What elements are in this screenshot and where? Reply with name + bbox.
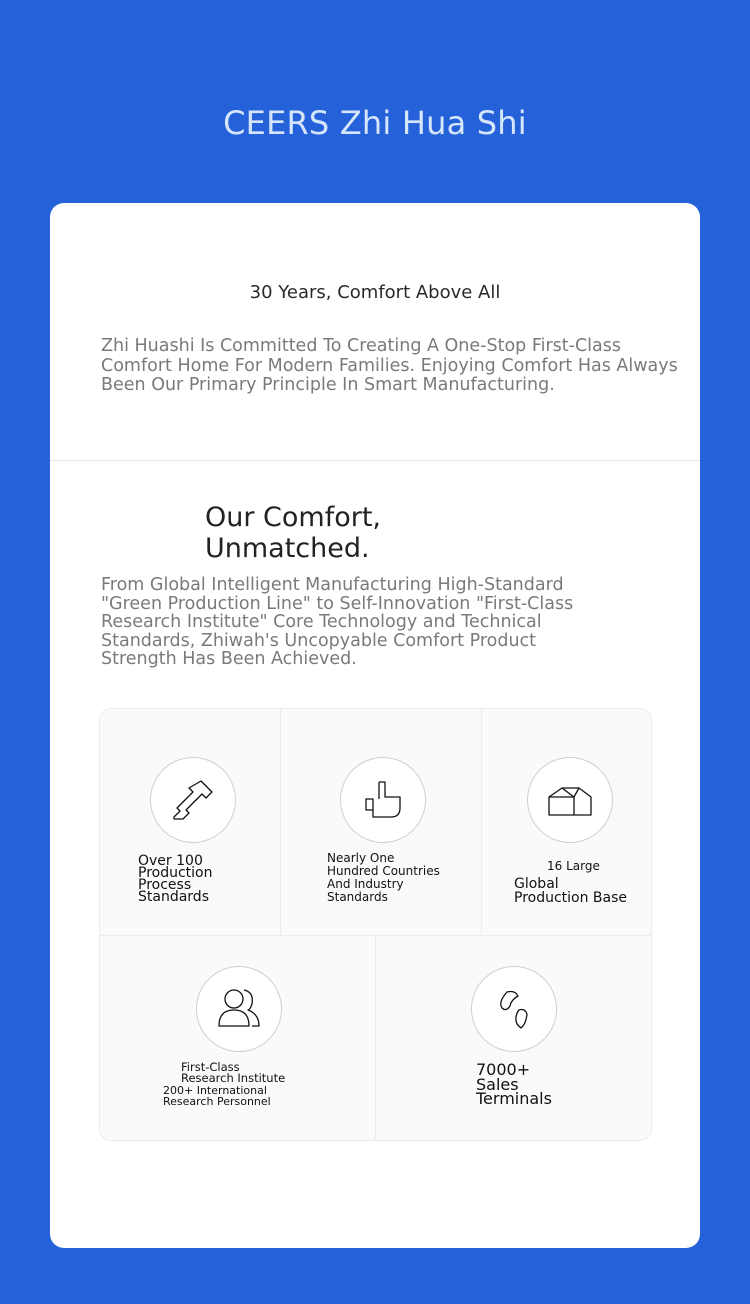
section-divider bbox=[50, 460, 700, 461]
feature-label-research-personnel: 200+ International Research Personnel bbox=[163, 1084, 271, 1108]
feature-label-countries: Nearly One Hundred Countries And Industry Standards bbox=[327, 851, 440, 904]
feature-label-production-base-count: 16 Large bbox=[547, 859, 600, 873]
feature-cell-countries bbox=[281, 709, 482, 936]
people-icon bbox=[196, 966, 282, 1052]
globe-icon bbox=[471, 966, 557, 1052]
features-grid bbox=[99, 708, 652, 1141]
wrench-icon bbox=[150, 757, 236, 843]
feature-label-standards: Over 100 Production Process Standards bbox=[138, 853, 213, 905]
section-heading-line-1: Our Comfort, bbox=[205, 502, 382, 533]
feature-cell-research bbox=[100, 936, 376, 1140]
feature-cell-production-base bbox=[482, 709, 651, 936]
feature-cell-standards bbox=[100, 709, 281, 936]
feature-label-terminals: 7000+ Sales Terminals bbox=[476, 1060, 552, 1108]
feature-label-production-base: Global Production Base bbox=[514, 876, 628, 906]
section-text: From Global Intelligent Manufacturing High-Standard "Green Production Line" to Self-Innovation "First-Class Research Institute" Core Technology and Technical Standards, Zhiwah's Uncopyable Comfort Product Strength Has Been Achieved. bbox=[101, 575, 574, 669]
feature-cell-terminals bbox=[376, 936, 651, 1140]
factory-icon bbox=[527, 757, 613, 843]
brand-title: CEERS Zhi Hua Shi bbox=[223, 104, 527, 142]
intro-heading: 30 Years, Comfort Above All bbox=[249, 282, 501, 303]
section-heading-line-2: Unmatched. bbox=[205, 533, 370, 564]
intro-text: Zhi Huashi Is Committed To Creating A One-Stop First-Class Comfort Home For Modern Families. Enjoying Comfort Has Always Been Our Primary Principle In Smart Manufacturing. bbox=[101, 336, 678, 395]
content-card bbox=[50, 203, 700, 1248]
section-heading bbox=[205, 502, 465, 564]
hand-icon bbox=[340, 757, 426, 843]
feature-label-research-institute: First-Class Research Institute bbox=[181, 1060, 286, 1085]
